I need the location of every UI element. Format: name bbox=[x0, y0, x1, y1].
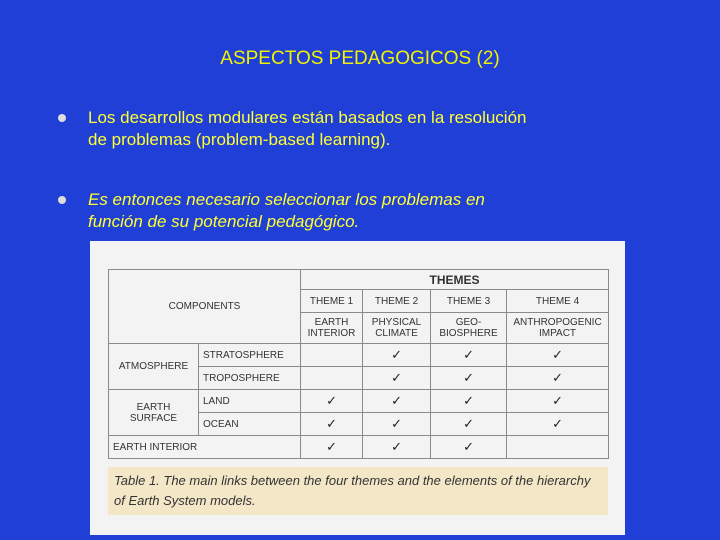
check-mark: ✓ bbox=[363, 344, 431, 367]
group-atmosphere: ATMOSPHERE bbox=[109, 344, 199, 390]
check-mark: ✓ bbox=[431, 344, 507, 367]
check-mark: ✓ bbox=[363, 367, 431, 390]
check-mark: ✓ bbox=[507, 413, 609, 436]
check-mark: ✓ bbox=[431, 436, 507, 459]
component-label: OCEAN bbox=[199, 413, 301, 436]
check-mark: ✓ bbox=[363, 390, 431, 413]
check-mark: ✓ bbox=[301, 390, 363, 413]
group-earth-interior: EARTH INTERIOR bbox=[109, 436, 301, 459]
bullet-line: de problemas (problem-based learning). bbox=[88, 130, 391, 149]
check-mark: ✓ bbox=[363, 436, 431, 459]
bullet-dot-icon bbox=[58, 196, 66, 204]
theme-name-line: EARTH bbox=[314, 317, 349, 328]
theme-name-line: ANTHROPOGENIC bbox=[513, 317, 602, 328]
check-mark bbox=[301, 367, 363, 390]
check-mark bbox=[507, 436, 609, 459]
check-mark: ✓ bbox=[363, 413, 431, 436]
theme-name bbox=[431, 313, 507, 344]
theme-name-line: CLIMATE bbox=[375, 328, 418, 339]
theme-name bbox=[507, 313, 609, 344]
check-mark: ✓ bbox=[507, 390, 609, 413]
theme-name-line: IMPACT bbox=[539, 328, 577, 339]
theme-name-line: PHYSICAL bbox=[371, 317, 422, 328]
component-label: TROPOSPHERE bbox=[199, 367, 301, 390]
group-line: EARTH bbox=[136, 401, 171, 413]
components-header: COMPONENTS bbox=[109, 270, 301, 344]
themes-header: THEMES bbox=[301, 270, 609, 290]
check-mark: ✓ bbox=[507, 344, 609, 367]
check-mark bbox=[301, 344, 363, 367]
bullet-dot-icon bbox=[58, 114, 66, 122]
bullet-item bbox=[58, 189, 658, 233]
bullet-line: función de su potencial pedagógico. bbox=[88, 212, 360, 231]
theme-label: THEME 1 bbox=[301, 290, 363, 313]
bullet-line: Es entonces necesario seleccionar los problemas en bbox=[88, 190, 485, 209]
theme-label: THEME 3 bbox=[431, 290, 507, 313]
theme-name bbox=[301, 313, 363, 344]
theme-name bbox=[363, 313, 431, 344]
table-caption: Table 1. The main links between the four themes and the elements of the hierarchy of Earth System models. bbox=[108, 467, 608, 515]
check-mark: ✓ bbox=[301, 436, 363, 459]
slide-title: ASPECTOS PEDAGOGICOS (2) bbox=[220, 48, 500, 69]
bullet-line: Los desarrollos modulares están basados en la resolución bbox=[88, 108, 527, 127]
group-earth-surface bbox=[109, 390, 199, 436]
component-label: LAND bbox=[199, 390, 301, 413]
bullet-text bbox=[88, 189, 658, 233]
check-mark: ✓ bbox=[507, 367, 609, 390]
theme-name-line: GEO- bbox=[455, 317, 482, 328]
group-line: SURFACE bbox=[129, 412, 178, 424]
theme-label: THEME 2 bbox=[363, 290, 431, 313]
theme-name-line: INTERIOR bbox=[307, 328, 356, 339]
theme-label: THEME 4 bbox=[507, 290, 609, 313]
theme-name-line: BIOSPHERE bbox=[439, 328, 498, 339]
bullet-item bbox=[58, 107, 658, 151]
themes-figure bbox=[90, 241, 625, 535]
check-mark: ✓ bbox=[431, 413, 507, 436]
component-label: STRATOSPHERE bbox=[199, 344, 301, 367]
check-mark: ✓ bbox=[431, 390, 507, 413]
check-mark: ✓ bbox=[431, 367, 507, 390]
check-mark: ✓ bbox=[301, 413, 363, 436]
bullet-text bbox=[88, 107, 658, 151]
themes-table bbox=[108, 269, 609, 459]
